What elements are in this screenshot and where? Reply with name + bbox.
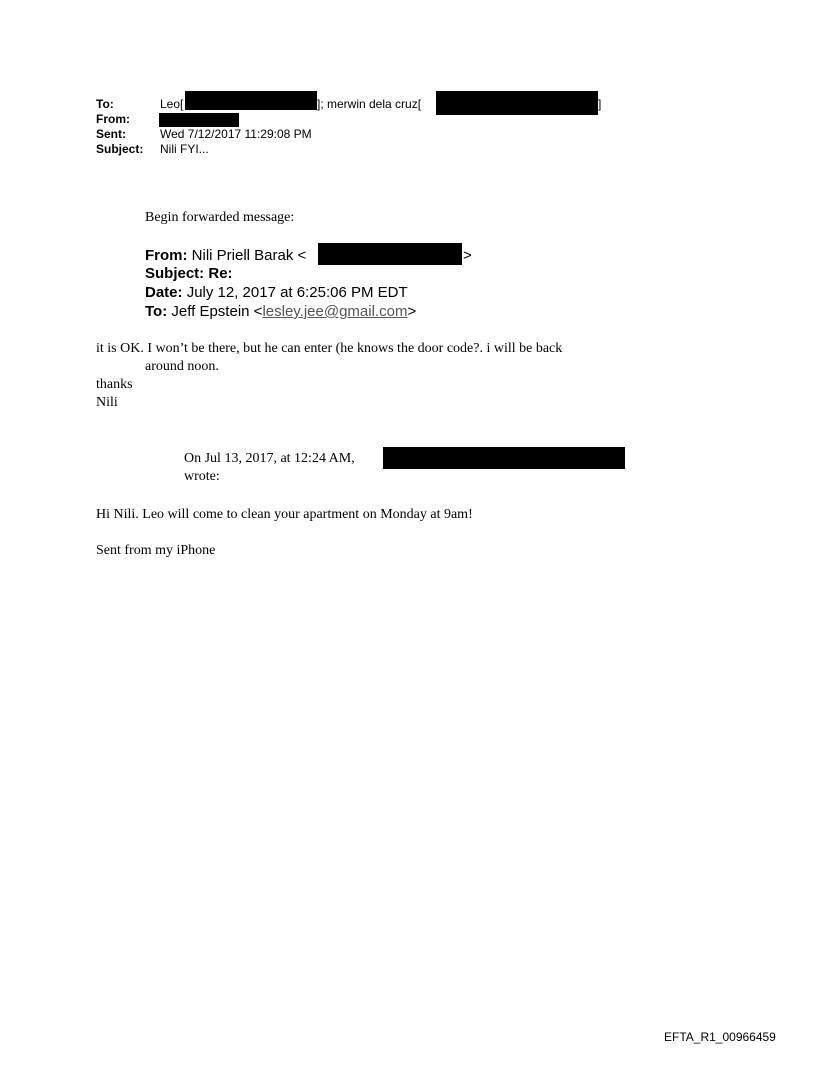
forward-from-end: > (463, 247, 472, 264)
forward-intro: Begin forwarded message: (145, 210, 295, 225)
forward-date-value: July 12, 2017 at 6:25:06 PM EDT (186, 284, 408, 301)
sent-label: Sent: (96, 127, 126, 141)
to-end: ] (598, 97, 602, 111)
subject-value: Nili FYI... (160, 142, 209, 156)
sent-value: Wed 7/12/2017 11:29:08 PM (160, 127, 312, 141)
forward-date-line (145, 284, 408, 301)
redaction-box (159, 113, 239, 127)
forward-to-email-link[interactable]: lesley.jee@gmail.com (262, 303, 408, 320)
redaction-box (436, 91, 598, 115)
forward-from-name: Nili Priell Barak < (191, 247, 307, 264)
redaction-box (185, 91, 317, 110)
forward-to-end: > (407, 303, 417, 320)
document-id: EFTA_R1_00966459 (664, 1030, 776, 1044)
forward-date-label: Date: (145, 284, 183, 301)
forward-to-label: To: (145, 303, 168, 320)
quoted-sent-from: Sent from my iPhone (96, 543, 216, 558)
forward-subject-label: Subject: (145, 265, 205, 282)
forward-from-label: From: (145, 247, 188, 264)
forward-to-name: Jeff Epstein < (171, 303, 263, 320)
quoted-on-line: On Jul 13, 2017, at 12:24 AM, (184, 451, 355, 466)
quoted-wrote: wrote: (184, 469, 220, 484)
redaction-box (318, 243, 462, 265)
forward-subject-value: Re: (208, 265, 233, 282)
subject-label: Subject: (96, 142, 144, 156)
reply-line-1: it is OK. I won’t be there, but he can enter (he knows the door code?. i will be back (96, 341, 563, 356)
reply-signature: Nili (96, 395, 118, 410)
to-recipient-1: Leo[ (160, 97, 184, 111)
from-label: From: (96, 112, 130, 126)
forward-from-line (145, 247, 306, 264)
quoted-message: Hi Nili. Leo will come to clean your apartment on Monday at 9am! (96, 507, 473, 522)
to-recipient-2: ]; merwin dela cruz[ (317, 97, 422, 111)
reply-thanks: thanks (96, 377, 133, 392)
forward-to-line (145, 303, 416, 320)
to-label: To: (96, 97, 114, 111)
redaction-box (383, 447, 625, 469)
forward-subject-line (145, 265, 233, 282)
reply-line-2: around noon. (145, 359, 219, 374)
